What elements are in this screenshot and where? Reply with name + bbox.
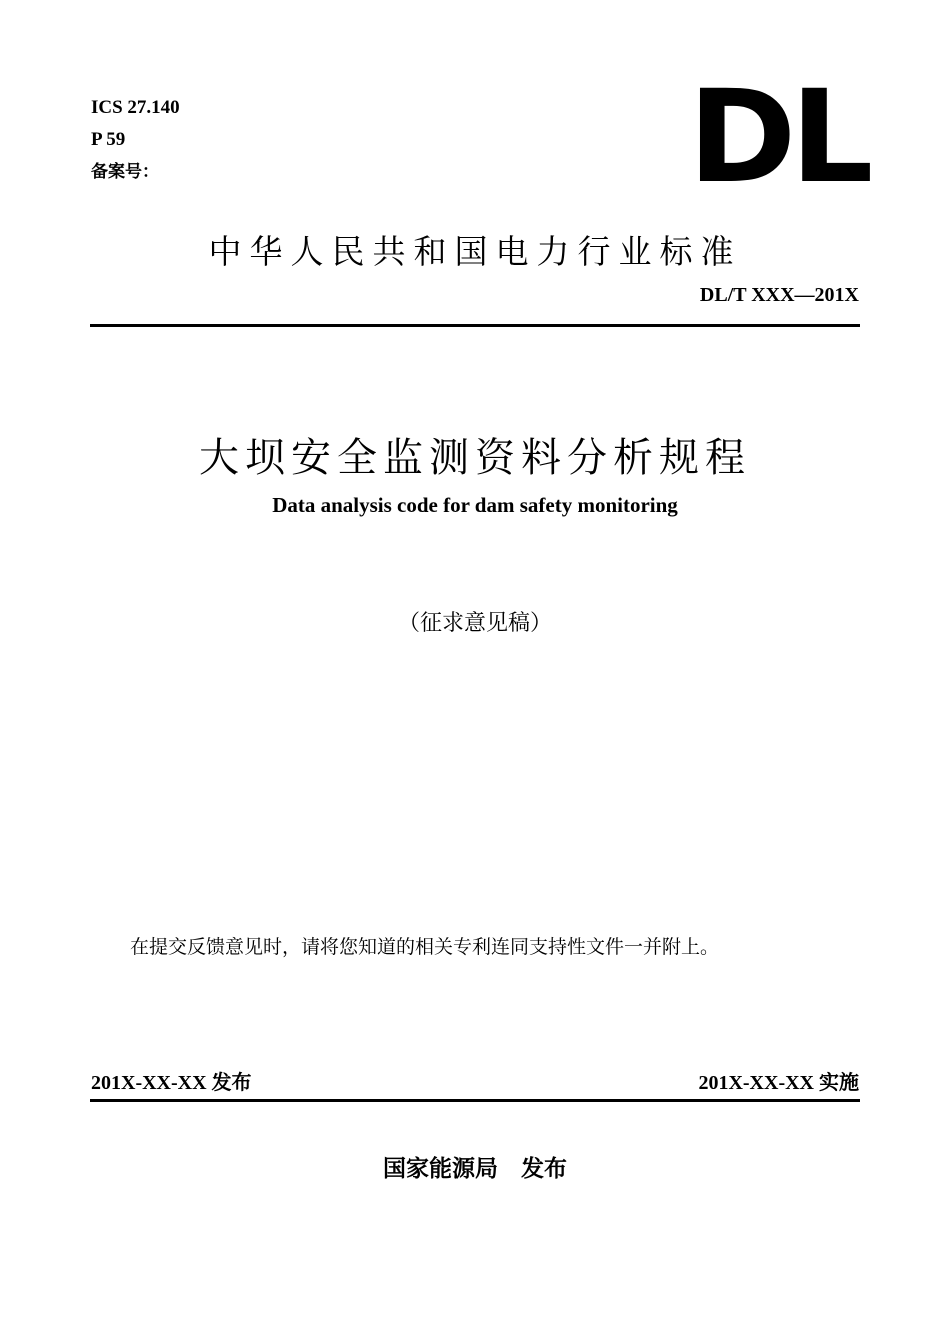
document-metadata [91,92,180,188]
ics-code: ICS 27.140 [91,97,180,118]
publish-label: 发布 [211,1070,252,1094]
implement-date-value: 201X-XX-XX [698,1072,814,1094]
p-code: P 59 [91,129,126,150]
document-title-english: Data analysis code for dam safety monitoring [272,493,678,517]
record-number-label: 备案号： [91,162,159,182]
implement-label: 实施 [819,1070,859,1094]
top-divider [90,324,860,327]
standard-number: DL/T XXX—201X [699,284,859,306]
issuing-authority: 国家能源局 发布 [383,1156,567,1182]
bottom-divider [90,1099,860,1102]
publish-date [91,1066,252,1095]
patent-notice: 在提交反馈意见时，请将您知道的相关专利连同支持性文件一并附上。 [130,936,720,958]
document-title-chinese: 大坝安全监测资料分析规程 [199,435,751,481]
industry-standard-title: 中华人民共和国电力行业标准 [208,232,742,271]
implement-date [698,1066,859,1095]
publish-date-value: 201X-XX-XX [91,1072,207,1094]
dl-logo: DL [688,63,868,212]
draft-label: （征求意见稿） [397,611,552,636]
